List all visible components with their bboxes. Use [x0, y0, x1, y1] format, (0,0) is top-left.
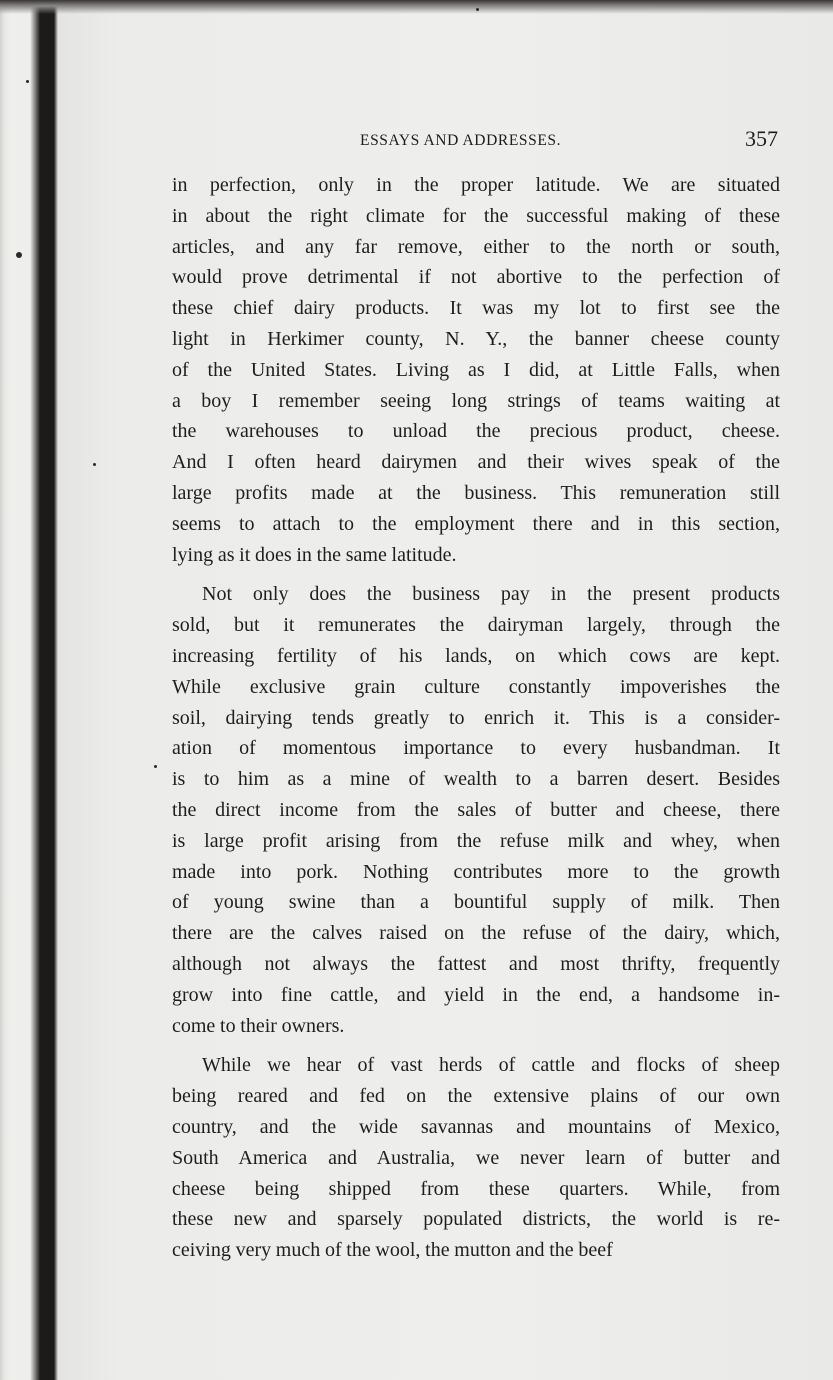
- ink-speck: [93, 463, 96, 466]
- text-line: large profits made at the business. This remuneration still: [172, 481, 780, 504]
- text-line: there are the calves raised on the refuse of the dairy, which,: [172, 922, 780, 945]
- text-line: soil, dairying tends greatly to enrich it. This is a consider-: [172, 706, 780, 729]
- text-line: increasing fertility of his lands, on which cows are kept.: [172, 644, 780, 667]
- text-line: lying as it does in the same latitude.: [172, 543, 457, 566]
- text-line: come to their owners.: [172, 1014, 345, 1037]
- text-line: sold, but it remunerates the dairyman largely, through the: [172, 614, 780, 637]
- text-line: of the United States. Living as I did, at Little Falls, when: [172, 358, 780, 381]
- text-line: light in Herkimer county, N. Y., the banner cheese county: [172, 327, 780, 350]
- paragraph-gap: [172, 1041, 780, 1050]
- ink-speck: [26, 80, 29, 83]
- text-line: is to him as a mine of wealth to a barren desert. Besides: [172, 768, 780, 791]
- paragraph-gap: [172, 570, 780, 579]
- text-line: these new and sparsely populated districts, the world is re-: [172, 1208, 780, 1231]
- paragraph: [172, 1050, 780, 1266]
- page-top-edge: [0, 0, 833, 14]
- text-line: While we hear of vast herds of cattle and flocks of sheep: [202, 1054, 780, 1077]
- text-line: the direct income from the sales of butter and cheese, there: [172, 798, 780, 821]
- text-line: cheese being shipped from these quarters. While, from: [172, 1177, 780, 1200]
- text-line: a boy I remember seeing long strings of teams waiting at: [172, 389, 780, 412]
- text-line: is large profit arising from the refuse milk and whey, when: [172, 829, 780, 852]
- text-line: in about the right climate for the successful making of these: [172, 204, 780, 227]
- text-line: being reared and fed on the extensive plains of our own: [172, 1085, 780, 1108]
- body-text: [172, 170, 780, 1266]
- text-line: would prove detrimental if not abortive to the perfection of: [172, 266, 780, 289]
- text-line: seems to attach to the employment there and in this section,: [172, 512, 780, 535]
- ink-speck: [154, 765, 157, 768]
- page-number: 357: [745, 126, 778, 151]
- text-line: country, and the wide savannas and mountains of Mexico,: [172, 1115, 780, 1138]
- running-head: [170, 128, 780, 156]
- text-line: in perfection, only in the proper latitude. We are situated: [172, 174, 780, 196]
- paragraph: [172, 579, 780, 1041]
- ink-speck: [16, 252, 22, 258]
- text-line: While exclusive grain culture constantly impoverishes the: [172, 675, 780, 698]
- paragraph: [172, 170, 780, 570]
- text-line: made into pork. Nothing contributes more to the growth: [172, 860, 780, 883]
- text-line: And I often heard dairymen and their wives speak of the: [172, 451, 780, 474]
- text-line: ceiving very much of the wool, the mutton and the beef: [172, 1239, 613, 1262]
- ink-speck: [476, 8, 479, 11]
- text-line: Not only does the business pay in the present products: [202, 583, 780, 606]
- text-line: of young swine than a bountiful supply of milk. Then: [172, 891, 780, 914]
- text-line: the warehouses to unload the precious product, cheese.: [172, 420, 780, 443]
- running-head-title: ESSAYS AND ADDRESSES.: [360, 132, 562, 149]
- text-line: although not always the fattest and most thrifty, frequently: [172, 952, 780, 975]
- text-line: articles, and any far remove, either to the north or south,: [172, 235, 780, 258]
- text-line: ation of momentous importance to every husbandman. It: [172, 737, 780, 760]
- text-line: grow into fine cattle, and yield in the end, a handsome in-: [172, 983, 780, 1006]
- text-line: these chief dairy products. It was my lot to first see the: [172, 297, 780, 320]
- text-line: South America and Australia, we never learn of butter and: [172, 1146, 780, 1169]
